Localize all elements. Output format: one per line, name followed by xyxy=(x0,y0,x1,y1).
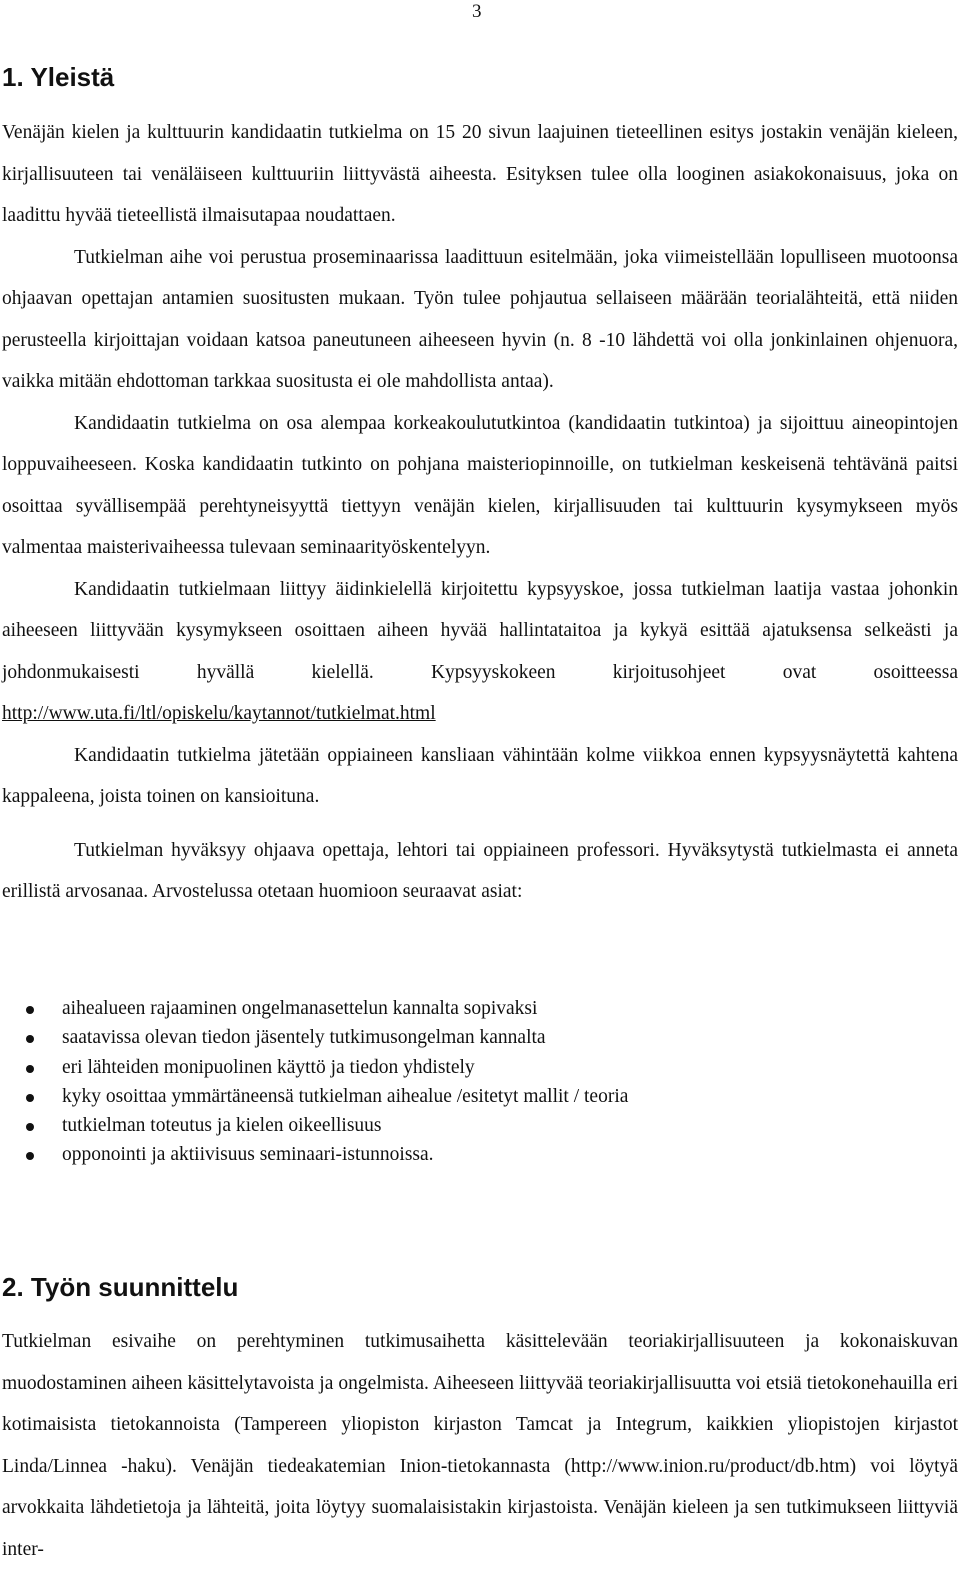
section-2-heading: 2. Työn suunnittelu xyxy=(2,1272,239,1302)
paragraph-1: Venäjän kielen ja kulttuurin kandidaatin tutkielma on 15 20 sivun laajuinen tieteellinen esitys jostakin venäjän kieleen, kirjallisuuteen tai venäläiseen kulttuuriin liittyvästä aiheesta. Esityksen tulee olla looginen asiakokonaisuus, joka on laadittu hyvää tieteellistä ilmaisutapaa noudattaen. xyxy=(2,122,958,226)
section-1-body xyxy=(2,112,958,913)
list-item: eri lähteiden monipuolinen käyttö ja tiedon yhdistely xyxy=(0,1053,956,1082)
paragraph-6: Tutkielman hyväksyy ohjaava opettaja, lehtori tai oppiaineen professori. Hyväksytystä tutkielmasta ei anneta erillistä arvosanaa. Arvostelussa otetaan huomioon seuraavat asiat: xyxy=(2,839,958,902)
paragraph-4 xyxy=(2,569,958,735)
maturity-test-link[interactable]: http://www.uta.fi/ltl/opiskelu/kaytannot/tutkielmat.html xyxy=(2,703,436,724)
criteria-list xyxy=(0,994,956,1170)
list-item: opponointi ja aktiivisuus seminaari-istunnoissa. xyxy=(0,1140,956,1169)
list-item: saatavissa olevan tiedon jäsentely tutkimusongelman kannalta xyxy=(0,1023,956,1052)
criteria-list-wrap xyxy=(0,994,956,1170)
section-2-body xyxy=(2,1321,958,1570)
list-item: kyky osoittaa ymmärtäneensä tutkielman aihealue /esitetyt mallit / teoria xyxy=(0,1082,956,1111)
paragraph-4-text: Kandidaatin tutkielmaan liittyy äidinkielellä kirjoitettu kypsyyskoe, jossa tutkielman laatija vastaa johonkin aiheeseen liittyvään kysymykseen osoittaen aiheen hyvää hallintataitoa ja kykyä esittää ajatuksensa selkeästi ja johdonmukaisesti hyvällä kielellä. Kypsyyskokeen kirjoitusohjeet ovat osoitteessa xyxy=(2,578,958,683)
page-number: 3 xyxy=(472,1,482,22)
paragraph-2: Tutkielman aihe voi perustua proseminaarissa laadittuun esitelmään, joka viimeistellään lopulliseen muotoonsa ohjaavan opettajan antamien suositusten mukaan. Työn tulee pohjautua sellaiseen määrään teorialähteitä, että niiden perusteella kirjoittajan voidaan katsoa paneutuneen aiheeseen hyvin (n. 8 -10 lähdettä voi olla jonkinlainen ohjenuora, vaikka mitään ehdottoman tarkkaa suositusta ei ole mahdollista antaa). xyxy=(2,246,958,392)
section-1-heading: 1. Yleistä xyxy=(2,62,115,92)
paragraph-5: Kandidaatin tutkielma jätetään oppiaineen kansliaan vähintään kolme viikkoa ennen kypsyysnäytettä kahtena kappaleena, joista toinen on kansioituna. xyxy=(2,744,958,807)
list-item: aihealueen rajaaminen ongelmanasettelun kannalta sopivaksi xyxy=(0,994,956,1023)
paragraph-7: Tutkielman esivaihe on perehtyminen tutkimusaihetta käsittelevään teoriakirjallisuuteen ja kokonaiskuvan muodostaminen aiheen käsittelytavoista ja ongelmista. Aiheeseen liittyvää teoriakirjallisuutta voi etsiä tietokonehauilla eri kotimaisista tietokannoista (Tampereen yliopiston kirjaston Tamcat ja Integrum, kaikkien yliopistojen kirjastot Linda/Linnea -haku). Venäjän tiedeakatemian Inion-tietokannasta (http://www.inion.ru/product/db.htm) voi löytyä arvokkaita lähdetietoja ja lähteitä, joita löytyy suomalaisistakin kirjastoista. Venäjän kieleen ja sen tutkimukseen liittyviä inter- xyxy=(2,1331,958,1560)
list-item: tutkielman toteutus ja kielen oikeellisuus xyxy=(0,1111,956,1140)
paragraph-3: Kandidaatin tutkielma on osa alempaa korkeakoulututkintoa (kandidaatin tutkintoa) ja sijoittuu aineopintojen loppuvaiheeseen. Koska kandidaatin tutkinto on pohjana maisteriopinnoille, on tutkielman keskeisenä tehtävänä paitsi osoittaa syvällisempää perehtyneisyyttä tiettyyn venäjän kielen, kirjallisuuden tai kulttuurin kysymykseen myös valmentaa maisterivaiheessa tulevaan seminaarityöskentelyyn. xyxy=(2,412,958,558)
